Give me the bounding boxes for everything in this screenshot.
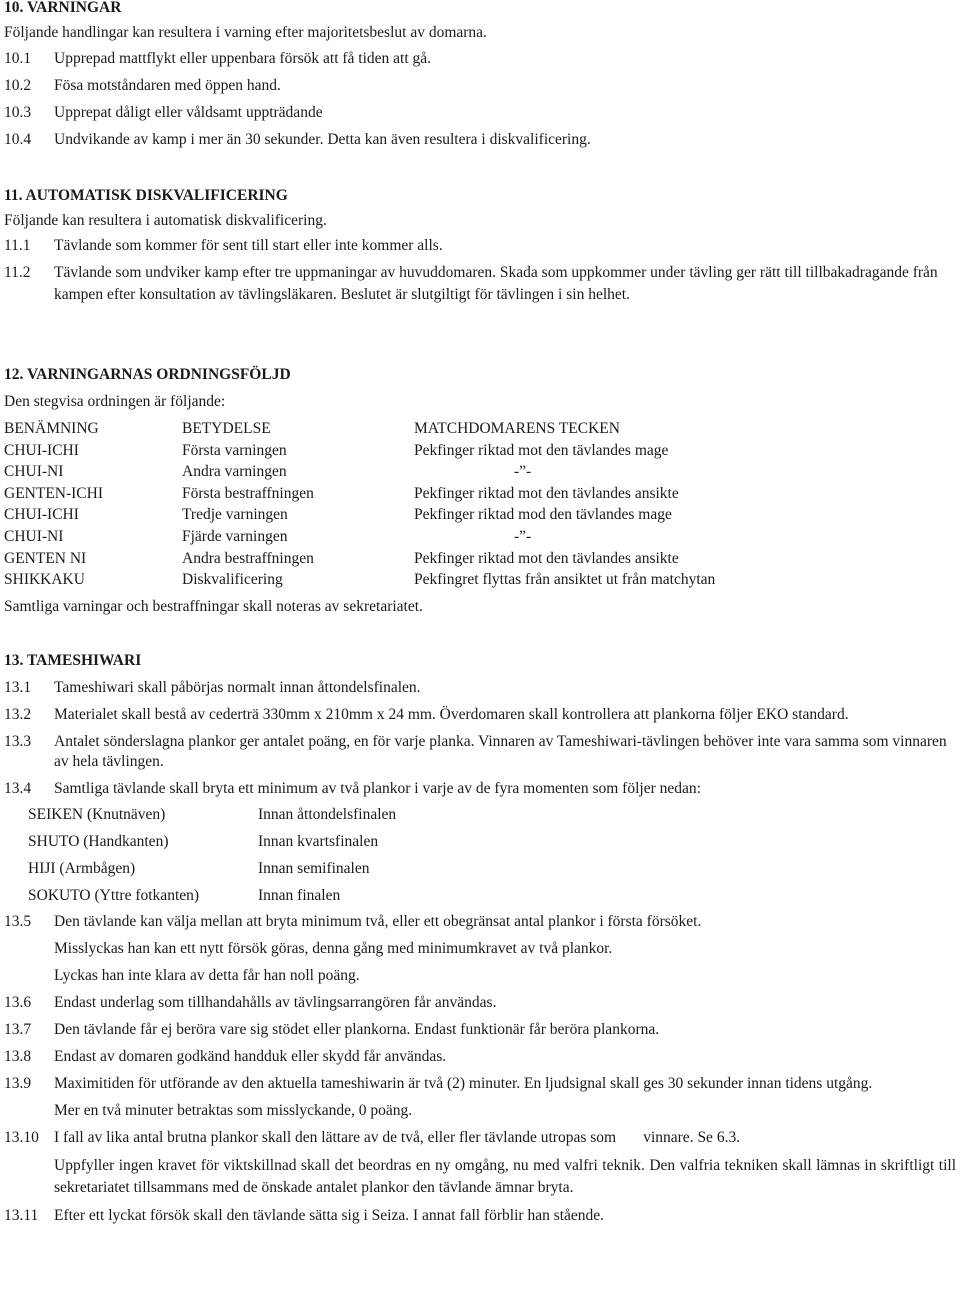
- technique-name: SHUTO (Handkanten): [28, 833, 169, 850]
- list-item: 13.9 Maximitiden för utförande av den aktuella tameshiwarin är två (2) minuter. En ljudsignal skall ges 30 sekunder innan tidens utgång.: [4, 1075, 873, 1092]
- table-cell: Första bestraffningen: [182, 484, 314, 502]
- list-item: 10.2 Fösa motståndaren med öppen hand.: [4, 77, 281, 94]
- table-cell: CHUI-NI: [4, 527, 64, 545]
- table-cell: Första varningen: [182, 441, 287, 459]
- list-item: 10.4 Undvikande av kamp i mer än 30 sekunder. Detta kan även resultera i diskvalificering.: [4, 131, 591, 148]
- table-note: Samtliga varningar och bestraffningar skall noteras av sekretariatet.: [4, 598, 423, 616]
- section-title: 11. AUTOMATISK DISKVALIFICERING: [4, 187, 288, 204]
- section-intro: Följande kan resultera i automatisk diskvalificering.: [4, 212, 327, 229]
- table-cell: CHUI-ICHI: [4, 506, 79, 524]
- technique-name: SEIKEN (Knutnäven): [28, 806, 166, 823]
- section-title: 13. TAMESHIWARI: [4, 652, 142, 669]
- table-cell: Diskvalificering: [182, 571, 283, 589]
- section-11: [4, 186, 956, 306]
- table-header: BENÄMNING: [4, 420, 99, 437]
- table-cell: -”-: [514, 527, 532, 545]
- section-intro: Den stegvisa ordningen är följande:: [4, 393, 226, 410]
- table-cell: Andra bestraffningen: [182, 549, 314, 567]
- item-continuation: Mer en två minuter betraktas som misslyckande, 0 poäng.: [54, 1102, 413, 1119]
- table-cell: Pekfinger riktad mod den tävlandes mage: [414, 506, 672, 524]
- item-continuation: Uppfyller ingen kravet för viktskillnad skall det beordras en ny omgång, nu med valfri teknik. Den valfria tekniken skall lämnas in skriftligt till sekretariatet tillsammans med de önskade antalet plankor den tävlande ämnar bryta.: [54, 1157, 956, 1196]
- technique-name: SOKUTO (Yttre fotkanten): [28, 887, 200, 904]
- table-cell: CHUI-ICHI: [4, 441, 79, 459]
- section-10: [4, 0, 956, 150]
- technique-deadline: Innan kvartsfinalen: [258, 833, 379, 850]
- list-item: 13.8 Endast av domaren godkänd handduk eller skydd får användas.: [4, 1048, 447, 1065]
- table-cell: -”-: [514, 463, 532, 481]
- technique-deadline: Innan semifinalen: [258, 860, 370, 877]
- list-item: 13.2 Materialet skall bestå av cederträ 330mm x 210mm x 24 mm. Överdomaren skall kontrollera att plankorna följer EKO standard.: [4, 706, 849, 723]
- technique-deadline: Innan finalen: [258, 887, 341, 904]
- technique-deadline: Innan åttondelsfinalen: [258, 806, 397, 823]
- section-title: 10. VARNINGAR: [4, 0, 122, 16]
- section-12: [4, 365, 956, 617]
- list-item: 13.1 Tameshiwari skall påbörjas normalt innan åttondelsfinalen.: [4, 679, 421, 696]
- list-item: 13.3 Antalet sönderslagna plankor ger antalet poäng, en för varje planka. Vinnaren av Tameshiwari-tävlingen behöver inte vara samma som vinnaren av hela tävlingen.: [4, 733, 947, 770]
- table-cell: GENTEN-ICHI: [4, 484, 104, 502]
- list-item: 13.4 Samtliga tävlande skall bryta ett minimum av två plankor i varje av de fyra momenten som följer nedan:: [4, 780, 701, 797]
- table-cell: Andra varningen: [182, 463, 287, 481]
- item-continuation: Lyckas han inte klara av detta får han noll poäng.: [54, 967, 360, 984]
- list-item: 13.7 Den tävlande får ej beröra vare sig stödet eller plankorna. Endast funktionär får beröra plankorna.: [4, 1021, 660, 1038]
- list-item: 13.10 I fall av lika antal brutna plankor skall den lättare av de två, eller fler tävlande utropas som vinnare. Se 6.3.: [4, 1129, 741, 1146]
- table-cell: Pekfinger riktad mot den tävlandes ansikte: [414, 549, 679, 567]
- section-title: 12. VARNINGARNAS ORDNINGSFÖLJD: [4, 366, 291, 383]
- list-item: 11.1 Tävlande som kommer för sent till start eller inte kommer alls.: [4, 237, 443, 254]
- item-continuation: Misslyckas han kan ett nytt försök göras, denna gång med minimumkravet av två plankor.: [54, 940, 613, 957]
- list-item: 13.6 Endast underlag som tillhandahålls av tävlingsarrangören får användas.: [4, 994, 497, 1011]
- section-intro: Följande handlingar kan resultera i varning efter majoritetsbeslut av domarna.: [4, 24, 487, 41]
- list-item: 10.1 Upprepad mattflykt eller uppenbara försök att få tiden att gå.: [4, 50, 432, 67]
- table-cell: Fjärde varningen: [182, 527, 288, 545]
- table-cell: Pekfinger riktad mot den tävlandes mage: [414, 441, 669, 459]
- table-header: BETYDELSE: [182, 420, 271, 437]
- list-item: 13.11 Efter ett lyckat försök skall den tävlande sätta sig i Seiza. I annat fall förblir han stående.: [4, 1207, 605, 1224]
- warnings-table: [4, 419, 956, 590]
- table-cell: Tredje varningen: [182, 506, 288, 524]
- list-item: 10.3 Upprepat dåligt eller våldsamt uppträdande: [4, 104, 323, 121]
- section-13: [4, 651, 956, 1226]
- table-cell: SHIKKAKU: [4, 571, 85, 589]
- table-cell: CHUI-NI: [4, 463, 64, 481]
- technique-name: HIJI (Armbågen): [28, 860, 136, 877]
- table-cell: Pekfinger riktad mot den tävlandes ansikte: [414, 484, 679, 502]
- technique-list: [4, 805, 956, 906]
- table-cell: Pekfingret flyttas från ansiktet ut från matchytan: [414, 571, 716, 589]
- list-item: 11.2 Tävlande som undviker kamp efter tre uppmaningar av huvuddomaren. Skada som uppkommer under tävling ger rätt till tillbakadragande från kampen efter konsultation av tävlingsläkaren. Beslutet är slutgiltigt för tävlingen i sin helhet.: [4, 264, 938, 303]
- table-cell: GENTEN NI: [4, 549, 87, 567]
- list-item: 13.5 Den tävlande kan välja mellan att bryta minimum två, eller ett obegränsat antal plankor i första försöket.: [4, 913, 702, 930]
- table-header: MATCHDOMARENS TECKEN: [414, 420, 620, 437]
